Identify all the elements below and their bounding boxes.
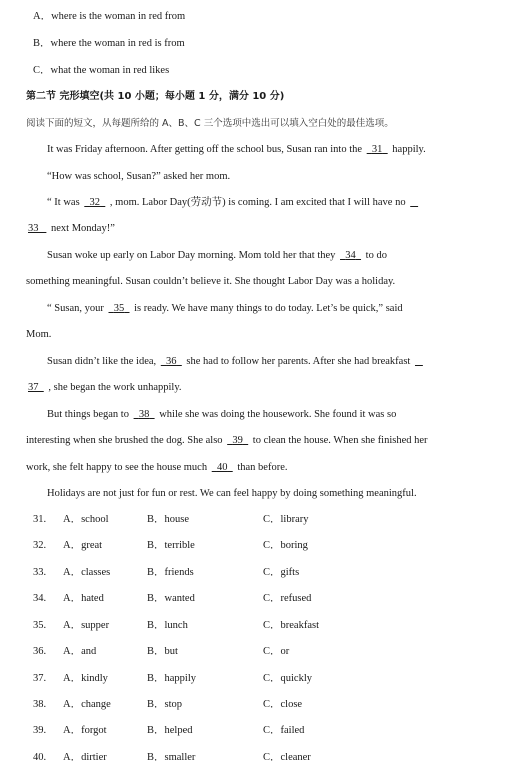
passage-text: “ Susan, your	[47, 303, 104, 314]
option-a: A．change	[63, 699, 111, 710]
blank-35	[107, 303, 132, 314]
blank-number: 36	[166, 356, 177, 367]
question-number: 31.	[33, 514, 47, 525]
blank-number: 33	[28, 223, 39, 234]
passage-text: But things began to	[47, 409, 129, 420]
blank-39	[225, 435, 250, 446]
passage-line	[26, 381, 182, 395]
passage-text: work, she felt happy to see the house much	[26, 462, 208, 473]
blank-number: 40	[216, 462, 228, 473]
blank-number: 34	[345, 250, 356, 261]
passage-text: Susan woke up early on Labor Day morning. Mom told her that they	[47, 250, 336, 261]
passage-text: is ready. We have many things to do today. Let’s be quick,” said	[134, 303, 403, 314]
blank-32	[82, 197, 107, 208]
passage-text: , mom. Labor Day(劳动节) is coming. I am excited that I will have no	[109, 197, 406, 208]
option-b: B．helped	[147, 725, 193, 736]
passage-text: Susan didn’t like the idea,	[47, 356, 157, 367]
option-a: A．supper	[63, 620, 110, 631]
section-instruction: 阅读下面的短文，从每题所给的 A、B、C 三个选项中选出可以填入空白处的最佳选项。	[26, 118, 394, 129]
option-a: A．dirtier	[63, 752, 107, 763]
passage-text: “ It was	[47, 197, 80, 208]
previous-option-a: A．where is the woman in red from	[33, 11, 186, 22]
passage-line	[47, 355, 425, 369]
option-c: C．gifts	[263, 567, 300, 578]
option-c: C．close	[263, 699, 303, 710]
blank-34	[338, 250, 363, 261]
passage-line	[47, 249, 387, 263]
blank-number: 31	[371, 144, 383, 155]
blank-line	[413, 356, 425, 367]
passage-text: she had to follow her parents. After she had breakfast	[186, 356, 411, 367]
option-c: C．refused	[263, 593, 312, 604]
passage-text: than before.	[237, 462, 288, 473]
option-c: C．boring	[263, 540, 308, 551]
blank-33	[26, 223, 48, 234]
passage-line	[47, 196, 420, 210]
option-b: B．but	[147, 646, 178, 657]
option-c: C．quickly	[263, 673, 312, 684]
option-c: C．failed	[263, 725, 305, 736]
blank-line	[408, 197, 420, 208]
option-b: B．lunch	[147, 620, 188, 631]
passage-text: It was Friday afternoon. After getting off the school bus, Susan ran into the	[47, 144, 363, 155]
option-a: A．great	[63, 540, 103, 551]
passage-line	[47, 143, 426, 157]
blank-38	[132, 409, 157, 420]
option-b: B．happily	[147, 673, 196, 684]
option-a: A．hated	[63, 593, 104, 604]
blank-number: 32	[89, 197, 101, 208]
question-number: 38.	[33, 699, 47, 710]
question-number: 39.	[33, 725, 47, 736]
passage-line: Mom.	[26, 329, 52, 340]
passage-line	[47, 302, 403, 316]
option-c: C．library	[263, 514, 309, 525]
passage-text: to do	[365, 250, 387, 261]
blank-number: 37	[28, 382, 39, 393]
passage-text: interesting when she brushed the dog. She also	[26, 435, 223, 446]
blank-number: 39	[232, 435, 243, 446]
option-a: A．forgot	[63, 725, 107, 736]
option-a: A．classes	[63, 567, 111, 578]
passage-line: something meaningful. Susan couldn’t believe it. She thought Labor Day was a holiday.	[26, 276, 396, 287]
passage-text: , she began the work unhappily.	[48, 382, 182, 393]
question-number: 34.	[33, 593, 47, 604]
blank-36	[159, 356, 184, 367]
blank-40	[210, 462, 235, 473]
option-b: B．wanted	[147, 593, 195, 604]
question-number: 35.	[33, 620, 47, 631]
section-title: 第二节 完形填空(共 10 小题；每小题 1 分，满分 10 分)	[26, 91, 285, 102]
passage-line: “How was school, Susan?” asked her mom.	[47, 171, 231, 182]
option-c: C．cleaner	[263, 752, 311, 763]
question-number: 33.	[33, 567, 47, 578]
option-b: B．terrible	[147, 540, 195, 551]
blank-37	[26, 382, 46, 393]
passage-line	[47, 408, 396, 422]
passage-line	[26, 222, 115, 236]
option-b: B．smaller	[147, 752, 196, 763]
passage-line: Holidays are not just for fun or rest. We can feel happy by doing something meaningful.	[47, 488, 417, 499]
option-c: C．or	[263, 646, 290, 657]
option-c: C．breakfast	[263, 620, 319, 631]
option-b: B．house	[147, 514, 189, 525]
option-a: A．kindly	[63, 673, 108, 684]
question-number: 40.	[33, 752, 47, 763]
passage-text: happily.	[392, 144, 426, 155]
blank-number: 35	[113, 303, 125, 314]
previous-option-c: C．what the woman in red likes	[33, 65, 170, 76]
passage-text: next Monday!”	[51, 223, 115, 234]
option-b: B．friends	[147, 567, 194, 578]
question-number: 32.	[33, 540, 47, 551]
blank-31	[365, 144, 390, 155]
passage-text: while she was doing the housework. She found it was so	[159, 409, 397, 420]
blank-number: 38	[138, 409, 150, 420]
passage-line	[26, 461, 288, 475]
previous-option-b: B．where the woman in red is from	[33, 38, 185, 49]
option-a: A．and	[63, 646, 97, 657]
question-number: 36.	[33, 646, 47, 657]
option-b: B．stop	[147, 699, 183, 710]
passage-text: to clean the house. When she finished her	[252, 435, 428, 446]
passage-line	[26, 434, 428, 448]
option-a: A．school	[63, 514, 109, 525]
question-number: 37.	[33, 673, 47, 684]
